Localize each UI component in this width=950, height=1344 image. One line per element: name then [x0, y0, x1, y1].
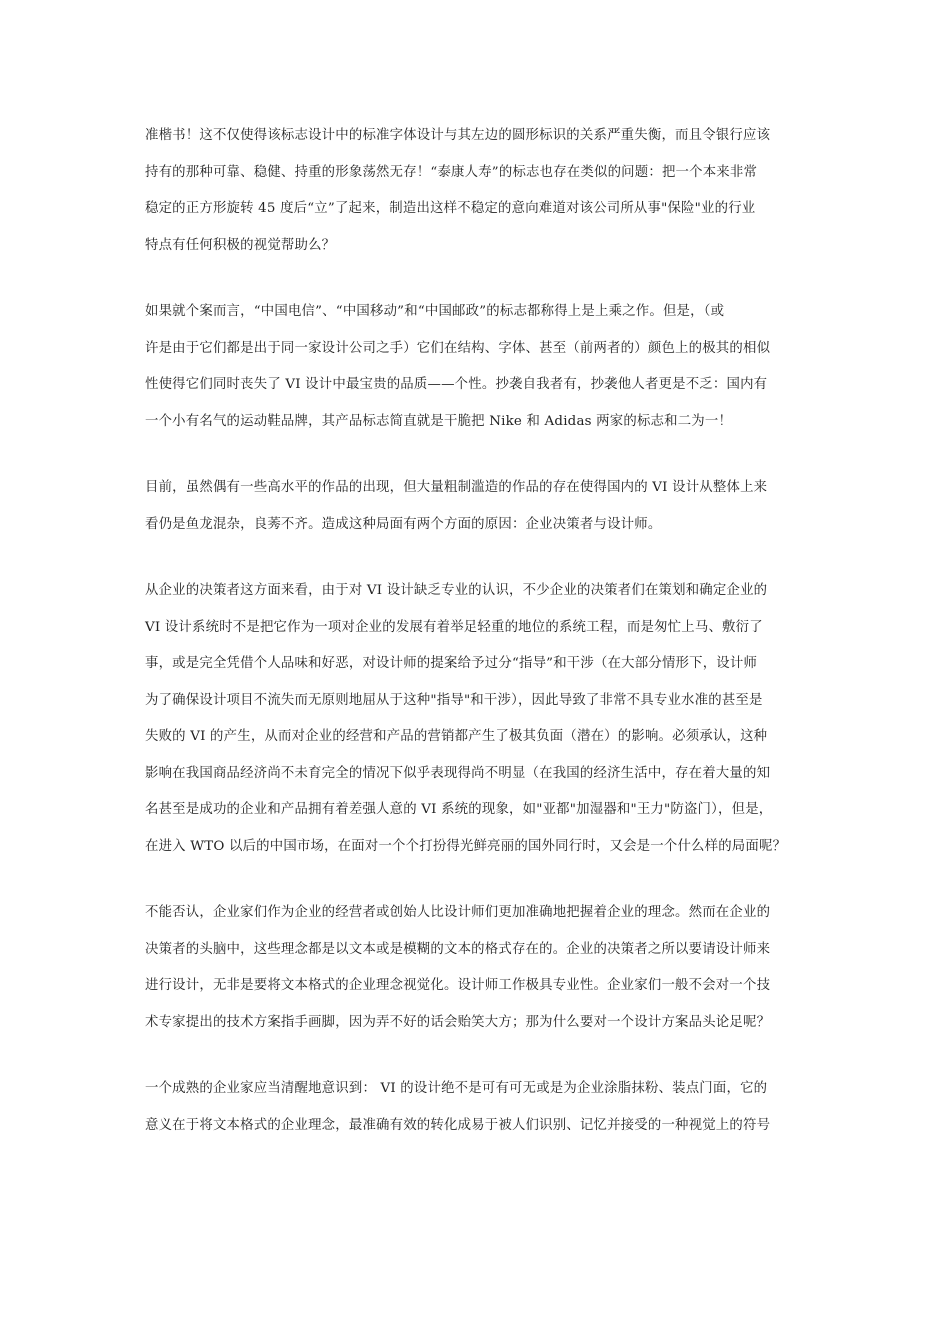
- text-line: 进行设计，无非是要将文本格式的企业理念视觉化。设计师工作极具专业性。企业家们一般不会对一个技: [145, 978, 771, 993]
- text-line: 一个成熟的企业家应当清醒地意识到： VI 的设计绝不是可有可无或是为企业涂脂抹粉、装点门面，它的: [145, 1081, 768, 1096]
- text-line: 失败的 VI 的产生，从而对企业的经营和产品的营销都产生了极其负面（潜在）的影响。必须承认，这种: [145, 729, 768, 744]
- text-line: 名甚至是成功的企业和产品拥有着差强人意的 VI 系统的现象，如"亚都"加湿器和"王力"防盗门），但是，: [145, 802, 773, 817]
- text-line: 决策者的头脑中，这些理念都是以文本或是模糊的文本的格式存在的。企业的决策者之所以要请设计师来: [145, 941, 771, 957]
- text-line: 持有的那种可靠、稳健、持重的形象荡然无存！“泰康人寿”的标志也存在类似的问题：把一个本来非常: [145, 164, 758, 180]
- paragraph-logo-critique: [145, 118, 807, 264]
- text-line: 从企业的决策者这方面来看，由于对 VI 设计缺乏专业的认识，不少企业的决策者们在策划和确定企业的: [145, 583, 768, 598]
- text-line: 为了确保设计项目不流失而无原则地屈从于这种"指导"和干涉），因此导致了非常不具专业水准的甚至是: [145, 692, 763, 708]
- text-line: 准楷书！这不仅使得该标志设计中的标准字体设计与其左边的圆形标识的关系严重失衡，而且令银行应该: [145, 128, 771, 143]
- text-line: 特点有任何积极的视觉帮助么？: [145, 237, 336, 253]
- text-line: 看仍是鱼龙混杂，良莠不齐。造成这种局面有两个方面的原因：企业决策者与设计师。: [145, 516, 662, 532]
- text-line: 意义在于将文本格式的企业理念，最准确有效的转化成易于被人们识别、记忆并接受的一种视觉上的符号: [145, 1117, 771, 1133]
- text-line: 在进入 WTO 以后的中国市场，在面对一个个打扮得光鲜亮丽的国外同行时，又会是一个什么样的局面呢？: [145, 838, 787, 854]
- paragraph-decision-makers: [145, 573, 807, 865]
- paragraph-telecom-logos: [145, 294, 807, 440]
- paragraph-current-state: [145, 470, 807, 543]
- text-line: VI 设计系统时不是把它作为一项对企业的发展有着举足轻重的地位的系统工程，而是匆忙上马、敷衍了: [145, 619, 763, 635]
- text-line: 影响在我国商品经济尚不未育完全的情况下似乎表现得尚不明显（在我国的经济生活中，存在着大量的知: [145, 765, 771, 781]
- text-line: 性使得它们同时丧失了 VI 设计中最宝贵的品质——个性。抄袭自我者有，抄袭他人者更是不乏：国内有: [145, 377, 768, 392]
- document-body: [145, 118, 807, 1174]
- text-line: 术专家提出的技术方案指手画脚，因为弄不好的话会贻笑大方；那为什么要对一个设计方案品头论足呢？: [145, 1014, 771, 1030]
- text-line: 不能否认，企业家们作为企业的经营者或创始人比设计师们更加准确地把握着企业的理念。然而在企业的: [145, 905, 771, 920]
- text-line: 稳定的正方形旋转 45 度后“立”了起来，制造出这样不稳定的意向难道对该公司所从事"保险"业的行业: [145, 201, 756, 216]
- text-line: 事，或是完全凭借个人品味和好恶，对设计师的提案给予过分“指导”和干涉（在大部分情形下，设计师: [145, 656, 758, 671]
- paragraph-mature-entrepreneur: [145, 1071, 807, 1144]
- text-line: 许是由于它们都是出于同一家设计公司之手）它们在结构、字体、甚至（前两者的）颜色上的极其的相似: [145, 340, 771, 356]
- text-line: 一个小有名气的运动鞋品牌，其产品标志简直就是干脆把 Nike 和 Adidas 两家的标志和二为一！: [145, 413, 733, 429]
- text-line: 如果就个案而言，“中国电信”、“中国移动”和“中国邮政”的标志都称得上是上乘之作。但是，（或: [145, 304, 725, 319]
- paragraph-entrepreneurs: [145, 895, 807, 1041]
- text-line: 目前，虽然偶有一些高水平的作品的出现，但大量粗制滥造的作品的存在使得国内的 VI 设计从整体上来: [145, 480, 768, 495]
